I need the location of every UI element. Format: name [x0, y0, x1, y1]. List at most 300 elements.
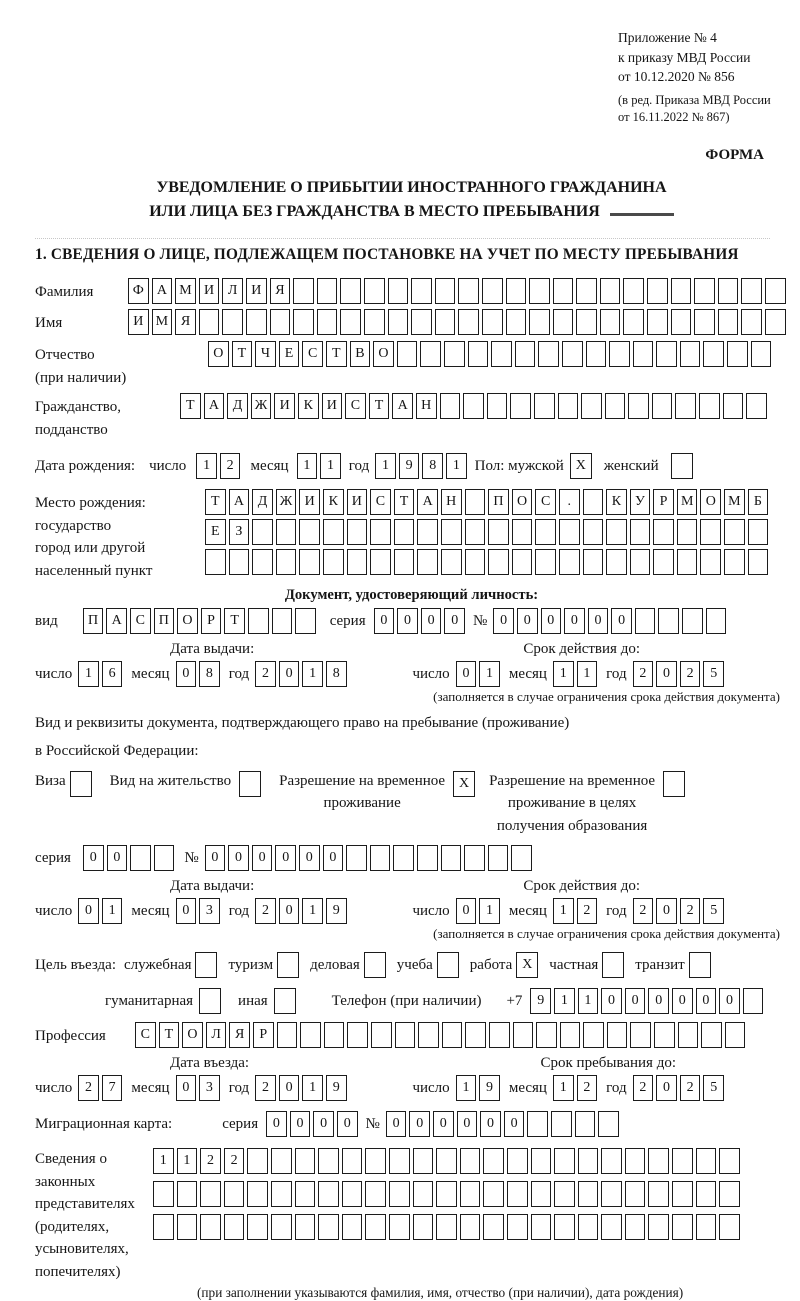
birth-place-cells-row3: [205, 549, 768, 575]
form-cell: 0: [266, 1111, 287, 1137]
form-cell: 1: [177, 1148, 198, 1174]
form-cell: С: [370, 489, 391, 515]
representatives-cells-row2: [153, 1181, 740, 1207]
form-cell: [460, 1181, 481, 1207]
form-cell: 0: [337, 1111, 358, 1137]
patronymic-cells: [208, 341, 771, 367]
form-cell: [601, 1181, 622, 1207]
form-cell: [177, 1214, 198, 1240]
form-cell: [153, 1181, 174, 1207]
form-cell: [436, 1181, 457, 1207]
form-cell: [630, 549, 651, 575]
form-cell: 0: [504, 1111, 525, 1137]
form-cell: [506, 278, 527, 304]
purpose-checkbox: [195, 952, 217, 978]
birth-month-label: месяц: [250, 457, 289, 474]
residence-permit-checkbox: [239, 771, 261, 797]
form-cell: 2: [220, 453, 241, 479]
form-cell: [765, 309, 786, 335]
form-cell: [672, 1181, 693, 1207]
form-cell: [635, 608, 656, 634]
form-cell: [719, 1181, 740, 1207]
form-cell: [654, 1022, 675, 1048]
form-cell: [247, 1214, 268, 1240]
form-cell: [576, 309, 597, 335]
birth-place-label-line: Место рождения:: [35, 495, 146, 512]
appendix-line: к приказу МВД России: [618, 49, 751, 65]
purpose-checkbox: [602, 952, 624, 978]
form-cell: [342, 1181, 363, 1207]
purpose-item: [238, 988, 296, 1014]
representatives-label-line: (родителях,: [35, 1218, 110, 1235]
birth-day-cells: [196, 453, 240, 479]
purpose-item-label: деловая: [310, 956, 360, 973]
residence-doc-intro-line2: в Российской Федерации:: [35, 743, 199, 760]
form-cell: М: [724, 489, 745, 515]
form-cell: [559, 549, 580, 575]
form-cell: К: [606, 489, 627, 515]
form-cell: [460, 1148, 481, 1174]
form-cell: [507, 1214, 528, 1240]
form-cell: [247, 1148, 268, 1174]
entry-date-group: [35, 1075, 356, 1101]
stay-month-cells: [553, 1075, 597, 1101]
form-cell: Н: [441, 489, 462, 515]
form-cell: [460, 1214, 481, 1240]
residence-permit-label: Вид на жительство: [109, 772, 232, 789]
expiry-note: (заполняется в случае ограничения срока действия документа): [433, 689, 780, 705]
form-cell: Е: [205, 519, 226, 545]
form-cell: [575, 1111, 596, 1137]
form-cell: 0: [672, 988, 693, 1014]
form-cell: 0: [719, 988, 740, 1014]
birth-date-row: [35, 453, 788, 479]
visa-label: Виза: [35, 772, 66, 789]
residence-number-label: №: [184, 849, 199, 866]
day-label: число: [35, 1079, 73, 1096]
form-cell: [578, 1148, 599, 1174]
form-cell: [342, 1214, 363, 1240]
temp-residence-permit-option: [279, 770, 475, 815]
form-title-line2-text: ИЛИ ЛИЦА БЕЗ ГРАЖДАНСТВА В МЕСТО ПРЕБЫВАНИЯ: [149, 203, 600, 221]
form-cell: 1: [302, 661, 323, 687]
form-cell: [411, 309, 432, 335]
form-cell: [365, 1181, 386, 1207]
representatives-label-line: представителях: [35, 1196, 135, 1213]
form-cell: [633, 341, 654, 367]
surname-cells: [128, 278, 786, 304]
doc-series-cells: [374, 608, 465, 634]
form-cell: [623, 309, 644, 335]
form-cell: [224, 1181, 245, 1207]
form-cell: [598, 1111, 619, 1137]
form-cell: [527, 1111, 548, 1137]
form-cell: Т: [159, 1022, 180, 1048]
year-label: год: [228, 1079, 250, 1096]
form-cell: О: [373, 341, 394, 367]
form-cell: 0: [299, 845, 320, 871]
form-cell: [299, 519, 320, 545]
form-cell: [323, 519, 344, 545]
birth-year-label: год: [348, 457, 370, 474]
birth-place-label: [35, 489, 205, 582]
form-cell: [606, 549, 627, 575]
form-cell: 0: [564, 608, 585, 634]
form-cell: [743, 988, 764, 1014]
form-cell: 0: [205, 845, 226, 871]
form-cell: [488, 519, 509, 545]
form-cell: 0: [279, 1075, 300, 1101]
phone-prefix: +7: [506, 992, 523, 1009]
entry-month-cells: [176, 1075, 220, 1101]
form-cell: [652, 393, 673, 419]
form-cell: [299, 549, 320, 575]
phone-label: Телефон (при наличии): [331, 992, 482, 1009]
patronymic-label-line2: (при наличии): [35, 369, 127, 386]
year-label: год: [606, 902, 627, 919]
form-cell: 0: [625, 988, 646, 1014]
visa-option: [35, 770, 92, 797]
form-cell: И: [246, 278, 267, 304]
form-cell: М: [175, 278, 196, 304]
form-cell: [318, 1214, 339, 1240]
entry-purpose-row1: [35, 952, 788, 978]
form-cell: [723, 393, 744, 419]
form-cell: 0: [275, 845, 296, 871]
form-cell: [694, 278, 715, 304]
given-name-cells: [128, 309, 786, 335]
month-label: месяц: [508, 665, 547, 682]
expiry-day-cells: [456, 898, 500, 924]
form-cell: [483, 1181, 504, 1207]
form-cell: [340, 278, 361, 304]
form-cell: 0: [386, 1111, 407, 1137]
form-cell: [583, 549, 604, 575]
purpose-item-label: частная: [549, 956, 599, 973]
form-cell: Я: [175, 309, 196, 335]
form-cell: К: [298, 393, 319, 419]
form-cell: [271, 1214, 292, 1240]
expiry-day-cells: [456, 661, 500, 687]
form-cell: [271, 1181, 292, 1207]
edu-residence-permit-option: [489, 770, 685, 838]
purpose-checkbox: [274, 988, 296, 1014]
form-cell: 1: [479, 661, 500, 687]
form-cell: П: [83, 608, 104, 634]
form-cell: [586, 341, 607, 367]
form-cell: [200, 1214, 221, 1240]
purpose-item: [105, 988, 221, 1014]
form-cell: [576, 278, 597, 304]
form-cell: М: [677, 489, 698, 515]
form-cell: 0: [176, 898, 197, 924]
form-cell: Ж: [276, 489, 297, 515]
form-cell: [436, 1148, 457, 1174]
form-cell: [271, 1148, 292, 1174]
form-cell: [535, 519, 556, 545]
form-cell: [531, 1148, 552, 1174]
form-cell: С: [535, 489, 556, 515]
form-cell: 9: [399, 453, 420, 479]
form-label: ФОРМА: [705, 146, 764, 163]
form-cell: [365, 1214, 386, 1240]
form-cell: 0: [480, 1111, 501, 1137]
form-cell: К: [323, 489, 344, 515]
form-cell: 0: [323, 845, 344, 871]
temp-residence-permit-checkbox: X: [453, 771, 475, 797]
form-cell: [153, 1214, 174, 1240]
mc-number-label: №: [365, 1115, 380, 1132]
migration-card-row: [35, 1111, 788, 1137]
mc-series-cells: [266, 1111, 357, 1137]
form-cell: [224, 1214, 245, 1240]
form-cell: [700, 519, 721, 545]
form-cell: 0: [279, 898, 300, 924]
form-cell: [154, 845, 175, 871]
form-cell: .: [559, 489, 580, 515]
form-cell: [491, 341, 512, 367]
form-cell: [671, 278, 692, 304]
form-cell: [347, 549, 368, 575]
form-cell: 0: [611, 608, 632, 634]
identity-doc-date-headings: [35, 641, 788, 658]
form-cell: [420, 341, 441, 367]
purpose-item: [124, 952, 218, 978]
form-cell: [413, 1214, 434, 1240]
form-cell: [623, 278, 644, 304]
representatives-cells-row1: [153, 1148, 740, 1174]
form-cell: [340, 309, 361, 335]
form-cell: [277, 1022, 298, 1048]
citizenship-row: [35, 393, 788, 441]
form-cell: Л: [222, 278, 243, 304]
form-cell: 1: [577, 661, 598, 687]
form-cell: [394, 549, 415, 575]
form-cell: [463, 393, 484, 419]
form-cell: [558, 393, 579, 419]
form-cell: 2: [577, 898, 598, 924]
form-cell: [317, 278, 338, 304]
form-cell: У: [630, 489, 651, 515]
purpose-checkbox: [437, 952, 459, 978]
form-cell: Я: [229, 1022, 250, 1048]
form-cell: 1: [196, 453, 217, 479]
entry-stay-date-headings: [35, 1055, 788, 1072]
issue-date-heading: Дата выдачи:: [170, 641, 255, 658]
stay-year-cells: [633, 1075, 724, 1101]
form-cell: [465, 489, 486, 515]
form-cell: Л: [206, 1022, 227, 1048]
form-cell: [529, 278, 550, 304]
form-cell: [370, 519, 391, 545]
year-label: год: [228, 665, 250, 682]
residence-series-cells: [83, 845, 174, 871]
birth-place-label-line: населенный пункт: [35, 562, 153, 579]
form-cell: 0: [176, 661, 197, 687]
form-cell: 2: [633, 1075, 654, 1101]
expiry-month-cells: [553, 898, 597, 924]
form-cell: 2: [633, 898, 654, 924]
form-cell: [440, 393, 461, 419]
day-label: число: [412, 665, 450, 682]
expiry-date-heading: Срок действия до:: [523, 641, 640, 658]
stay-day-cells: [456, 1075, 500, 1101]
form-cell: [458, 309, 479, 335]
amendment-line: (в ред. Приказа МВД России: [618, 92, 771, 107]
birth-place-cells-block: [205, 489, 788, 580]
purpose-item: [470, 952, 539, 978]
representatives-label: [35, 1145, 153, 1283]
patronymic-row: [35, 341, 788, 389]
form-cell: [554, 1181, 575, 1207]
month-label: месяц: [131, 902, 170, 919]
purpose-item-label: транзит: [635, 956, 685, 973]
day-label: число: [412, 902, 450, 919]
form-cell: 0: [107, 845, 128, 871]
purpose-checkbox: [277, 952, 299, 978]
form-cell: 1: [320, 453, 341, 479]
form-cell: 0: [83, 845, 104, 871]
form-cell: [441, 845, 462, 871]
representatives-label-line: попечителях): [35, 1263, 121, 1280]
birth-place-label-line: город или другой: [35, 540, 146, 557]
form-cell: [680, 341, 701, 367]
form-cell: С: [345, 393, 366, 419]
form-cell: [252, 519, 273, 545]
form-cell: 1: [578, 988, 599, 1014]
form-cell: 0: [656, 898, 677, 924]
residence-doc-options-row: [35, 770, 788, 838]
birth-year-cells: [375, 453, 466, 479]
expiry-year-cells: [633, 661, 724, 687]
purpose-item-label: учеба: [396, 956, 433, 973]
form-cell: [515, 341, 536, 367]
residence-doc-date-headings: [35, 878, 788, 895]
form-cell: [276, 519, 297, 545]
amendment-block: [618, 92, 788, 127]
purpose-item: [228, 952, 299, 978]
form-cell: Т: [180, 393, 201, 419]
profession-row: [35, 1022, 788, 1048]
form-cell: [748, 519, 769, 545]
form-cell: Ч: [255, 341, 276, 367]
purpose-item-label: туризм: [228, 956, 274, 973]
form-cell: 2: [224, 1148, 245, 1174]
form-cell: Т: [369, 393, 390, 419]
form-cell: [489, 1022, 510, 1048]
form-cell: 0: [517, 608, 538, 634]
representatives-label-line: Сведения о: [35, 1151, 107, 1168]
issue-month-cells: [176, 661, 220, 687]
form-cell: П: [488, 489, 509, 515]
form-cell: [600, 309, 621, 335]
form-cell: 5: [703, 661, 724, 687]
form-cell: [583, 489, 604, 515]
month-label: месяц: [131, 665, 170, 682]
form-cell: [725, 1022, 746, 1048]
birth-day-label: число: [149, 457, 187, 474]
form-cell: 0: [457, 1111, 478, 1137]
form-cell: 1: [78, 661, 99, 687]
purpose-checkbox: [199, 988, 221, 1014]
form-cell: [465, 519, 486, 545]
form-cell: [365, 1148, 386, 1174]
form-cell: 1: [553, 1075, 574, 1101]
form-cell: 0: [421, 608, 442, 634]
form-cell: [252, 549, 273, 575]
sex-female-label: женский: [603, 457, 659, 474]
form-cell: [317, 309, 338, 335]
form-cell: [483, 1148, 504, 1174]
form-cell: 9: [326, 1075, 347, 1101]
form-cell: Е: [279, 341, 300, 367]
birth-place-label-line: государство: [35, 517, 112, 534]
form-cell: 1: [153, 1148, 174, 1174]
birth-place-cells-row2: [205, 519, 768, 545]
form-cell: [601, 1214, 622, 1240]
form-cell: [506, 309, 527, 335]
form-cell: 2: [633, 661, 654, 687]
form-cell: [435, 278, 456, 304]
patronymic-label-line1: Отчество: [35, 347, 95, 364]
form-cell: [272, 608, 293, 634]
expiry-month-cells: [553, 661, 597, 687]
form-cell: [483, 1214, 504, 1240]
form-cell: [342, 1148, 363, 1174]
temp-permit-label-line1: Разрешение на временное: [279, 772, 446, 789]
form-cell: [324, 1022, 345, 1048]
edu-permit-label-line2: проживание в целях: [507, 795, 637, 812]
surname-row: [35, 278, 788, 304]
citizenship-label-line1: Гражданство,: [35, 399, 122, 416]
form-cell: 2: [255, 661, 276, 687]
form-cell: [656, 341, 677, 367]
form-cell: [672, 1148, 693, 1174]
purpose-item: [635, 952, 710, 978]
form-cell: Р: [201, 608, 222, 634]
entry-purpose-row2: [35, 988, 788, 1014]
form-cell: [581, 393, 602, 419]
appendix-block: [618, 28, 788, 87]
sex-label: Пол: мужской: [474, 457, 564, 474]
surname-label: Фамилия: [35, 284, 94, 301]
form-cell: [507, 1148, 528, 1174]
form-cell: [200, 1181, 221, 1207]
form-cell: [418, 1022, 439, 1048]
form-cell: [727, 341, 748, 367]
form-cell: С: [135, 1022, 156, 1048]
form-cell: [512, 549, 533, 575]
form-cell: [177, 1181, 198, 1207]
form-cell: 3: [199, 1075, 220, 1101]
form-cell: [468, 341, 489, 367]
doc-kind-cells: [83, 608, 316, 634]
form-cell: 2: [680, 898, 701, 924]
month-label: месяц: [131, 1079, 170, 1096]
form-cell: [696, 1148, 717, 1174]
doc-number-label: №: [473, 612, 488, 629]
form-cell: [647, 309, 668, 335]
month-label: месяц: [508, 902, 547, 919]
birth-place-cells-row1: [205, 489, 768, 515]
form-cell: [293, 278, 314, 304]
form-cell: А: [106, 608, 127, 634]
form-cell: 2: [255, 898, 276, 924]
form-cell: [276, 549, 297, 575]
form-cell: [465, 549, 486, 575]
given-name-row: [35, 309, 788, 335]
expiry-date-group: [412, 661, 733, 687]
